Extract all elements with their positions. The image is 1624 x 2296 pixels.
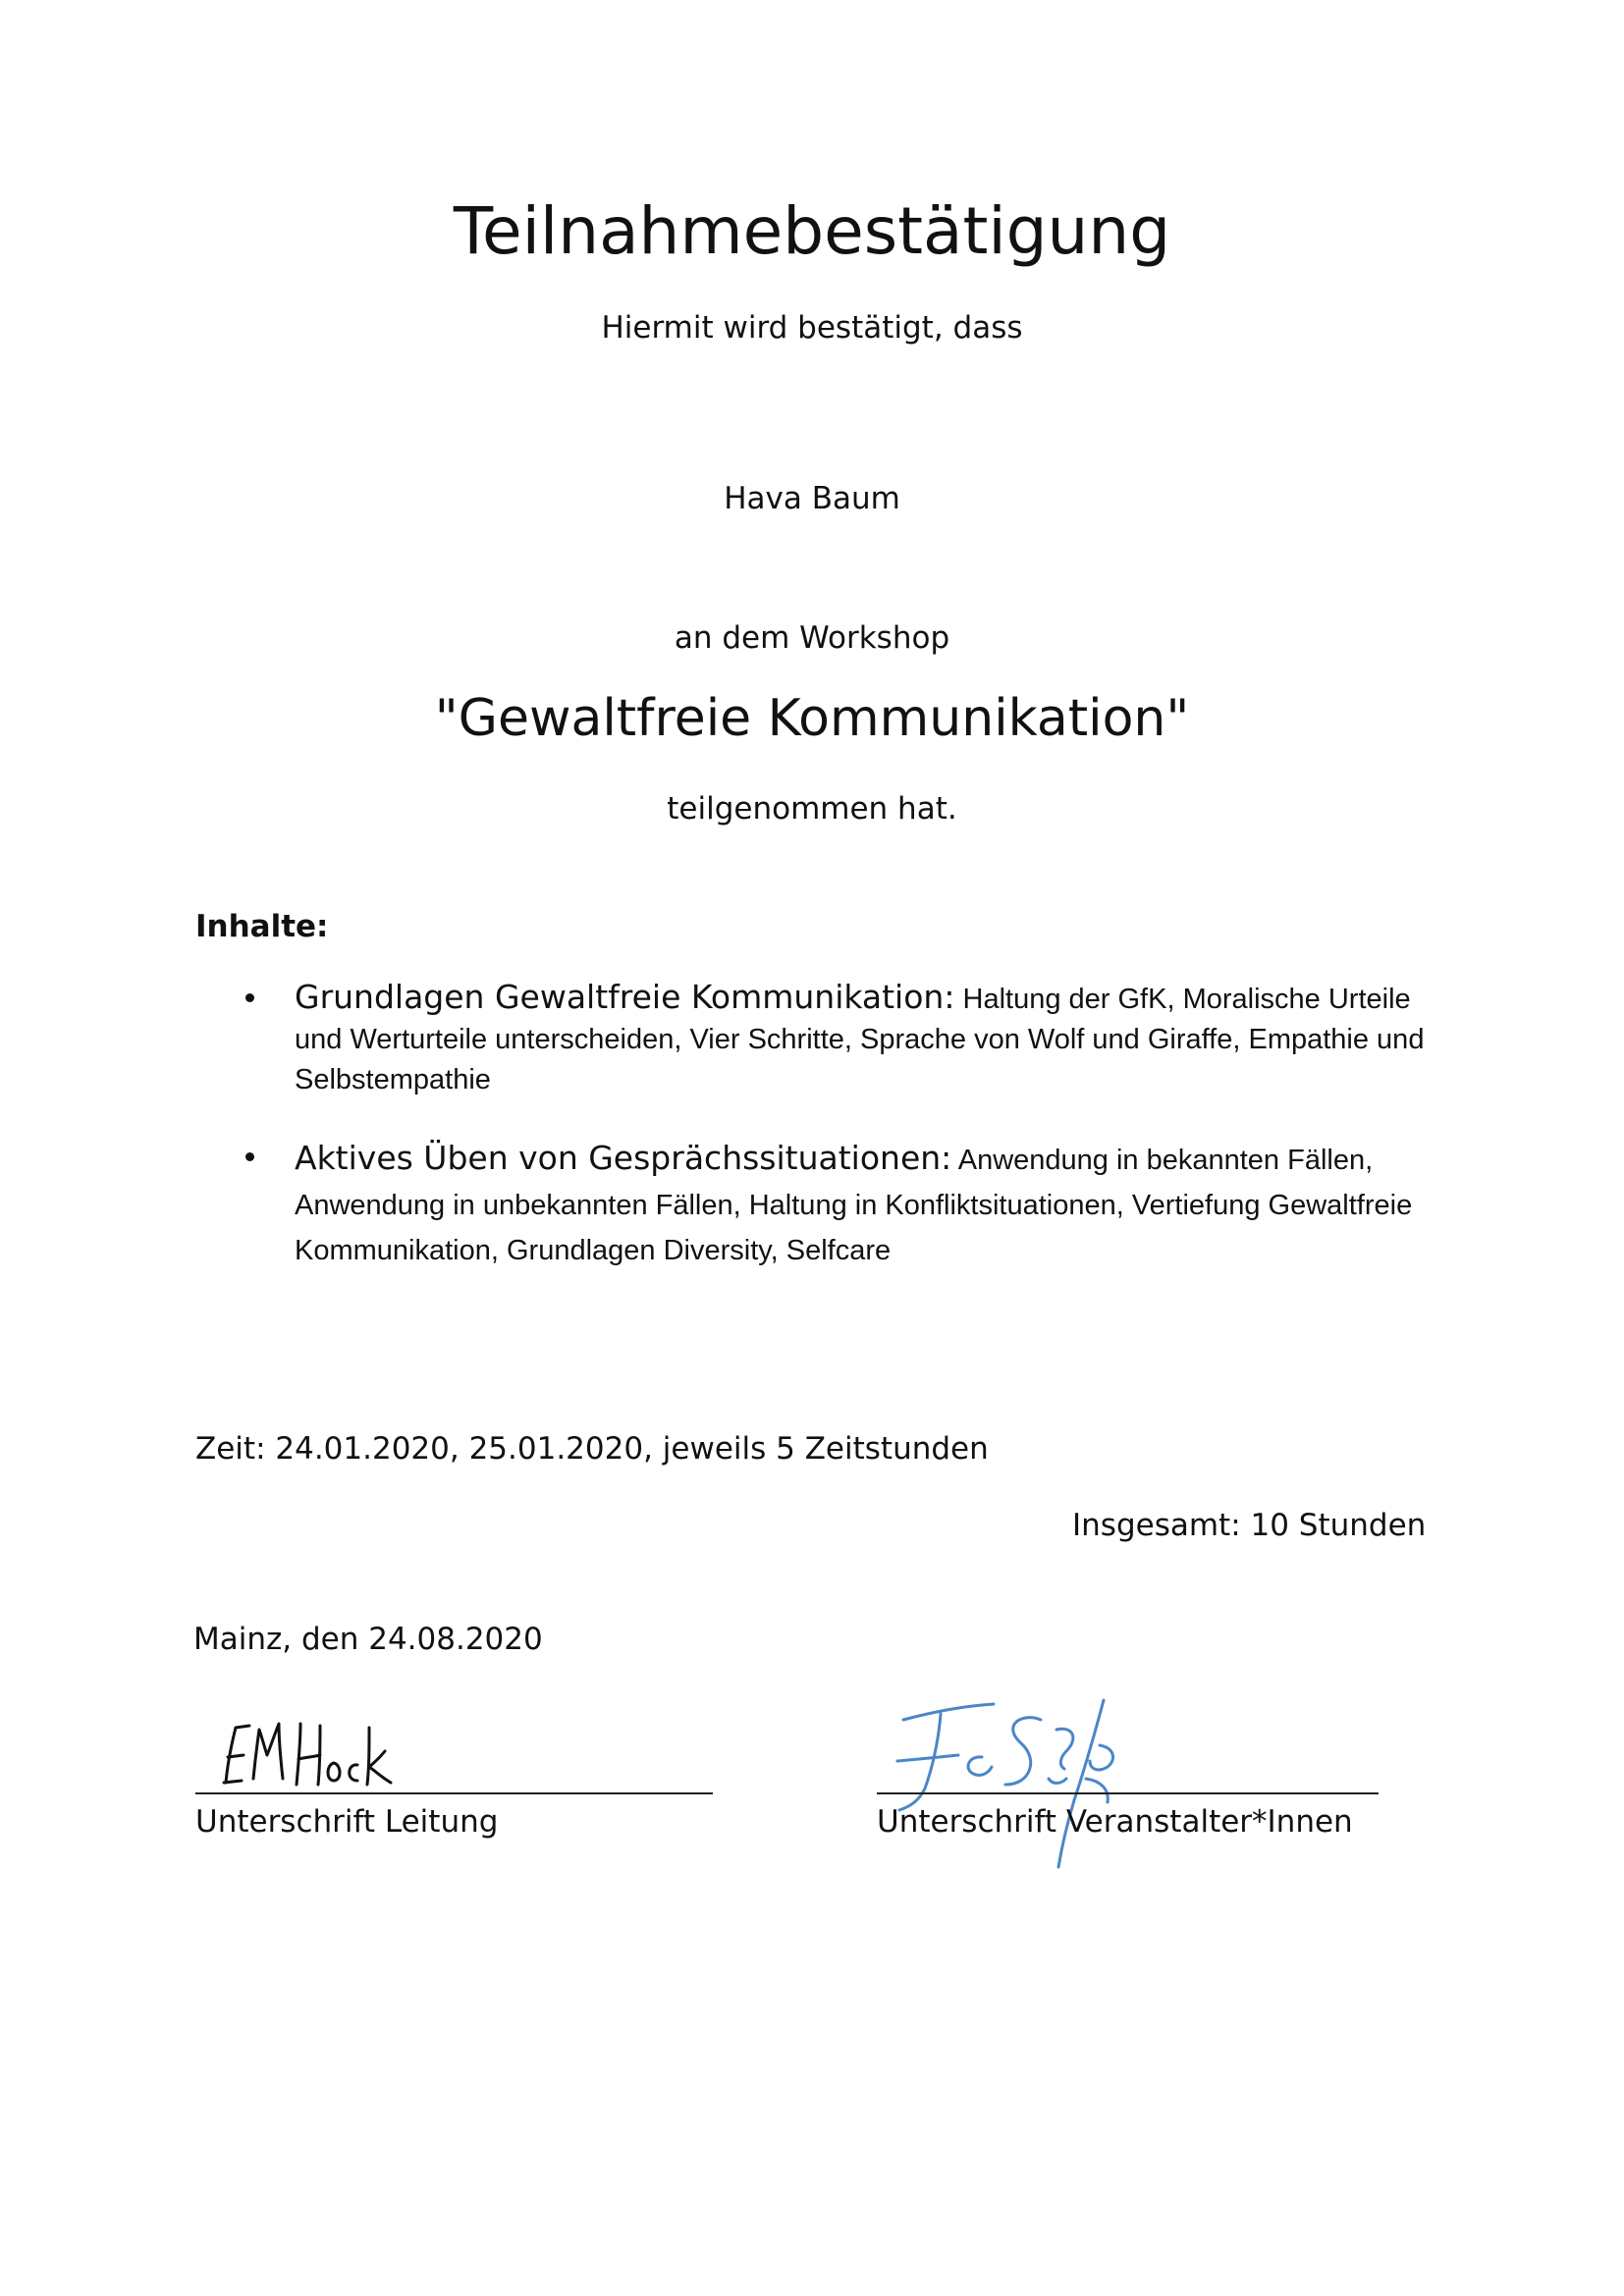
item-lead: Grundlagen Gewaltfreie Kommunikation:: [295, 978, 955, 1016]
signature-leitung: [214, 1710, 401, 1794]
item-lead: Aktives Üben von Gesprächssituationen:: [295, 1139, 952, 1177]
list-item: [242, 1136, 1449, 1273]
time-info: Zeit: 24.01.2020, 25.01.2020, jeweils 5 Zeitstunden: [195, 1431, 989, 1467]
place-date: Mainz, den 24.08.2020: [193, 1622, 543, 1657]
item-text: Anwendung in bekannten Fällen, Anwendung in unbekannten Fällen, Haltung in Konfliktsituationen, Vertiefung Gewaltfreie Kommunikation, Grundlagen Diversity, Selfcare: [295, 1145, 1413, 1266]
contents-list: [242, 977, 1449, 1308]
signature-line-left: [195, 1792, 713, 1794]
list-item: [242, 977, 1449, 1100]
workshop-intro-text: an dem Workshop: [674, 620, 950, 656]
signature-label-leitung: Unterschrift Leitung: [195, 1804, 499, 1840]
bullet-icon: [245, 1152, 254, 1161]
signature-label-veranstalter: Unterschrift Veranstalter*Innen: [877, 1804, 1353, 1840]
total-hours: Insgesamt: 10 Stunden: [1072, 1508, 1427, 1543]
document-title: Teilnahmebestätigung: [453, 193, 1171, 269]
intro-text: Hiermit wird bestätigt, dass: [601, 310, 1023, 346]
bullet-icon: [245, 993, 254, 1002]
item-text: Haltung der GfK, Moralische Urteile und Werturteile unterscheiden, Vier Schritte, Sprache von Wolf und Giraffe, Empathie und Selbstempathie: [295, 984, 1425, 1095]
signature-veranstalter: [864, 1686, 1129, 1883]
completion-text: teilgenommen hat.: [667, 791, 957, 827]
participant-name: Hava Baum: [724, 481, 900, 516]
contents-heading: Inhalte:: [195, 909, 329, 944]
workshop-title: "Gewaltfreie Kommunikation": [434, 689, 1190, 748]
signature-line-right: [877, 1792, 1379, 1794]
